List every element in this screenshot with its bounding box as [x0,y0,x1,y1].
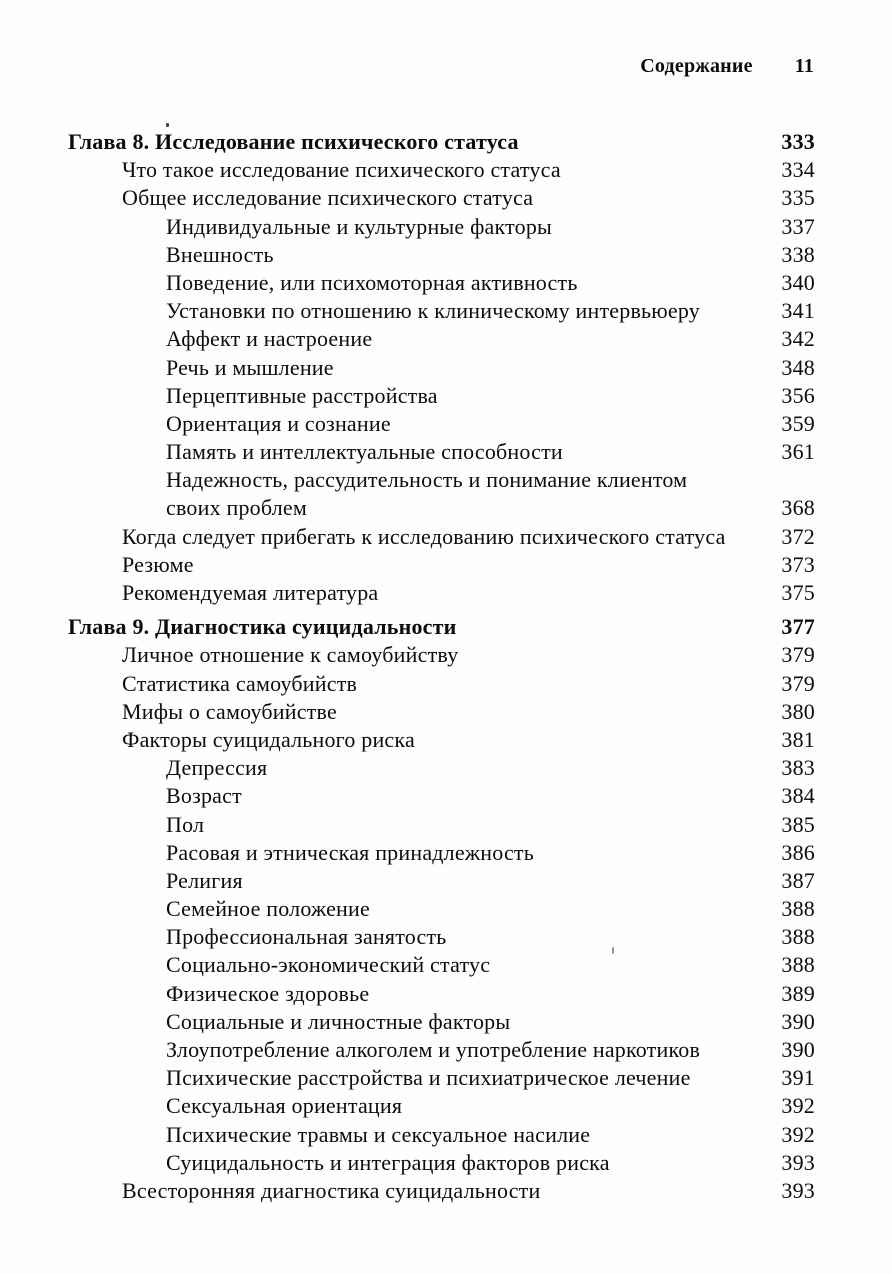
toc-entry-page: 348 [781,354,815,380]
running-header-page-number: 11 [794,55,814,77]
toc-entry-label: Мифы о самоубийстве [122,698,337,724]
toc-entry-page: 361 [781,439,815,465]
toc-entry [68,614,815,642]
toc-entry-page: 340 [781,269,815,295]
toc-entry-label: Глава 8. Исследование психического статуса [68,129,519,154]
toc-entry [68,952,815,980]
toc-entry-label: Резюме [122,551,194,577]
toc-entry [68,439,815,467]
toc-entry-page: 368 [781,495,815,521]
toc-entry-page: 379 [781,642,815,668]
toc-entry-label: Индивидуальные и культурные факторы [166,213,553,239]
toc-entry-label: Всесторонняя диагностика суицидальности [122,1177,541,1203]
toc-entry-page: 379 [781,670,815,696]
toc-entry-page: 393 [781,1177,815,1203]
toc-entry-page: 341 [781,298,815,324]
toc-entry [68,129,815,157]
toc-entry-label: Злоупотребление алкоголем и употребление наркотиков [166,1037,701,1062]
toc-entry-label: Надежность, рассудительность и понимание клиентом [166,467,688,493]
toc-entry-label: Сексуальная ориентация [166,1093,403,1119]
toc-entry-page: 390 [781,1037,815,1062]
toc-entry-page: 377 [781,614,815,640]
toc-entry-page: 391 [781,1065,815,1091]
toc-entry-label: Внешность [166,241,274,267]
toc-entry-label: Личное отношение к самоубийству [122,642,459,668]
toc-entry-label: Статистика самоубийств [122,670,358,696]
toc-entry-page: 334 [781,157,815,183]
toc-entry [68,270,815,298]
toc-entry [68,157,815,185]
toc-entry [68,812,815,840]
toc-entry [68,524,815,552]
toc-entry-page: 335 [781,185,815,211]
toc-entry-page: 392 [781,1121,815,1147]
toc-entry-label: Семейное положение [166,896,370,922]
toc-entry-page: 375 [781,580,815,605]
toc-entry [68,896,815,924]
toc-entry-label: Ориентация и сознание [166,410,391,436]
toc-entry [68,699,815,727]
toc-list [68,129,815,1206]
toc-entry-page: 383 [781,755,815,781]
toc-entry-page: 388 [781,924,815,950]
toc-entry-page: 380 [781,698,815,724]
toc-entry-page: 333 [781,129,815,154]
toc-entry-label: Поведение, или психомоторная активность [166,269,578,295]
toc-entry-page: 384 [781,783,815,809]
toc-entry-label: Когда следует прибегать к исследованию психического статуса [122,523,726,549]
toc-entry-page: 388 [781,896,815,922]
running-header-title: Содержание [640,55,753,77]
toc-entry [68,1122,815,1150]
toc-entry-label: Установки по отношению к клиническому интервьюеру [166,298,700,324]
toc-entry [68,552,815,580]
toc-entry [68,1178,815,1206]
toc-entry [68,1093,815,1121]
toc-entry-label: Депрессия [166,755,268,781]
toc-entry-page: 373 [781,551,815,577]
toc-entry [68,214,815,242]
toc-entry [68,1065,815,1093]
toc-entry-label: Физическое здоровье [166,980,370,1006]
toc-entry [68,355,815,383]
toc-entry-label: своих проблем [166,495,307,521]
toc-entry-label: Факторы суицидального риска [122,726,415,752]
toc-entry-label: Перцептивные расстройства [166,382,438,408]
toc-entry-label: Психические расстройства и психиатрическое лечение [166,1065,691,1091]
toc-entry-page: 387 [781,867,815,893]
toc-entry [68,495,815,523]
toc-entry [68,1150,815,1178]
toc-entry-label: Социально-экономический статус [166,952,491,978]
toc-entry-page: 388 [781,952,815,978]
toc-entry-label: Общее исследование психического статуса [122,185,534,211]
toc-entry [68,467,815,495]
toc-entry [68,298,815,326]
toc-entry [68,924,815,952]
toc-entry-label: Глава 9. Диагностика суицидальности [68,614,457,640]
toc-entry-page: 338 [781,241,815,267]
toc-entry-page: 385 [781,811,815,837]
toc-entry [68,868,815,896]
toc-entry-label: Религия [166,867,243,893]
toc-entry [68,185,815,213]
toc-entry [68,580,815,608]
toc-entry [68,981,815,1009]
toc-entry-page: 356 [781,382,815,408]
toc-entry [68,242,815,270]
toc-entry-page: 359 [781,410,815,436]
toc-entry [68,642,815,670]
toc-entry-label: Пол [166,811,205,837]
toc-entry-page: 372 [781,523,815,549]
toc-entry-label: Память и интеллектуальные способности [166,439,563,465]
toc-entry-label: Социальные и личностные факторы [166,1008,511,1034]
toc-entry-page: 342 [781,326,815,352]
toc-entry [68,383,815,411]
toc-entry [68,411,815,439]
toc-entry [68,671,815,699]
scan-speck [612,947,614,954]
scan-speck [166,123,169,127]
running-header [640,55,814,78]
toc-entry [68,755,815,783]
toc-entry-label: Профессиональная занятость [166,924,447,950]
toc-entry-page: 392 [781,1093,815,1119]
toc-entry-label: Рекомендуемая литература [122,580,379,605]
toc-entry-label: Что такое исследование психического статуса [122,157,561,183]
toc-entry-page: 389 [781,980,815,1006]
toc-entry-page: 337 [781,213,815,239]
toc-entry [68,326,815,354]
toc-entry [68,1009,815,1037]
toc-entry [68,1037,815,1065]
toc-entry-label: Речь и мышление [166,354,334,380]
toc-entry-label: Психические травмы и сексуальное насилие [166,1121,591,1147]
toc-entry [68,840,815,868]
toc-entry-page: 393 [781,1149,815,1175]
toc-entry [68,783,815,811]
toc-entry [68,727,815,755]
toc-entry-page: 390 [781,1008,815,1034]
toc-entry-label: Суицидальность и интеграция факторов риска [166,1149,610,1175]
toc-entry-label: Возраст [166,783,242,809]
toc-entry-label: Аффект и настроение [166,326,373,352]
toc-entry-label: Расовая и этническая принадлежность [166,839,534,865]
toc-entry-page: 381 [781,726,815,752]
toc-entry-page: 386 [781,839,815,865]
